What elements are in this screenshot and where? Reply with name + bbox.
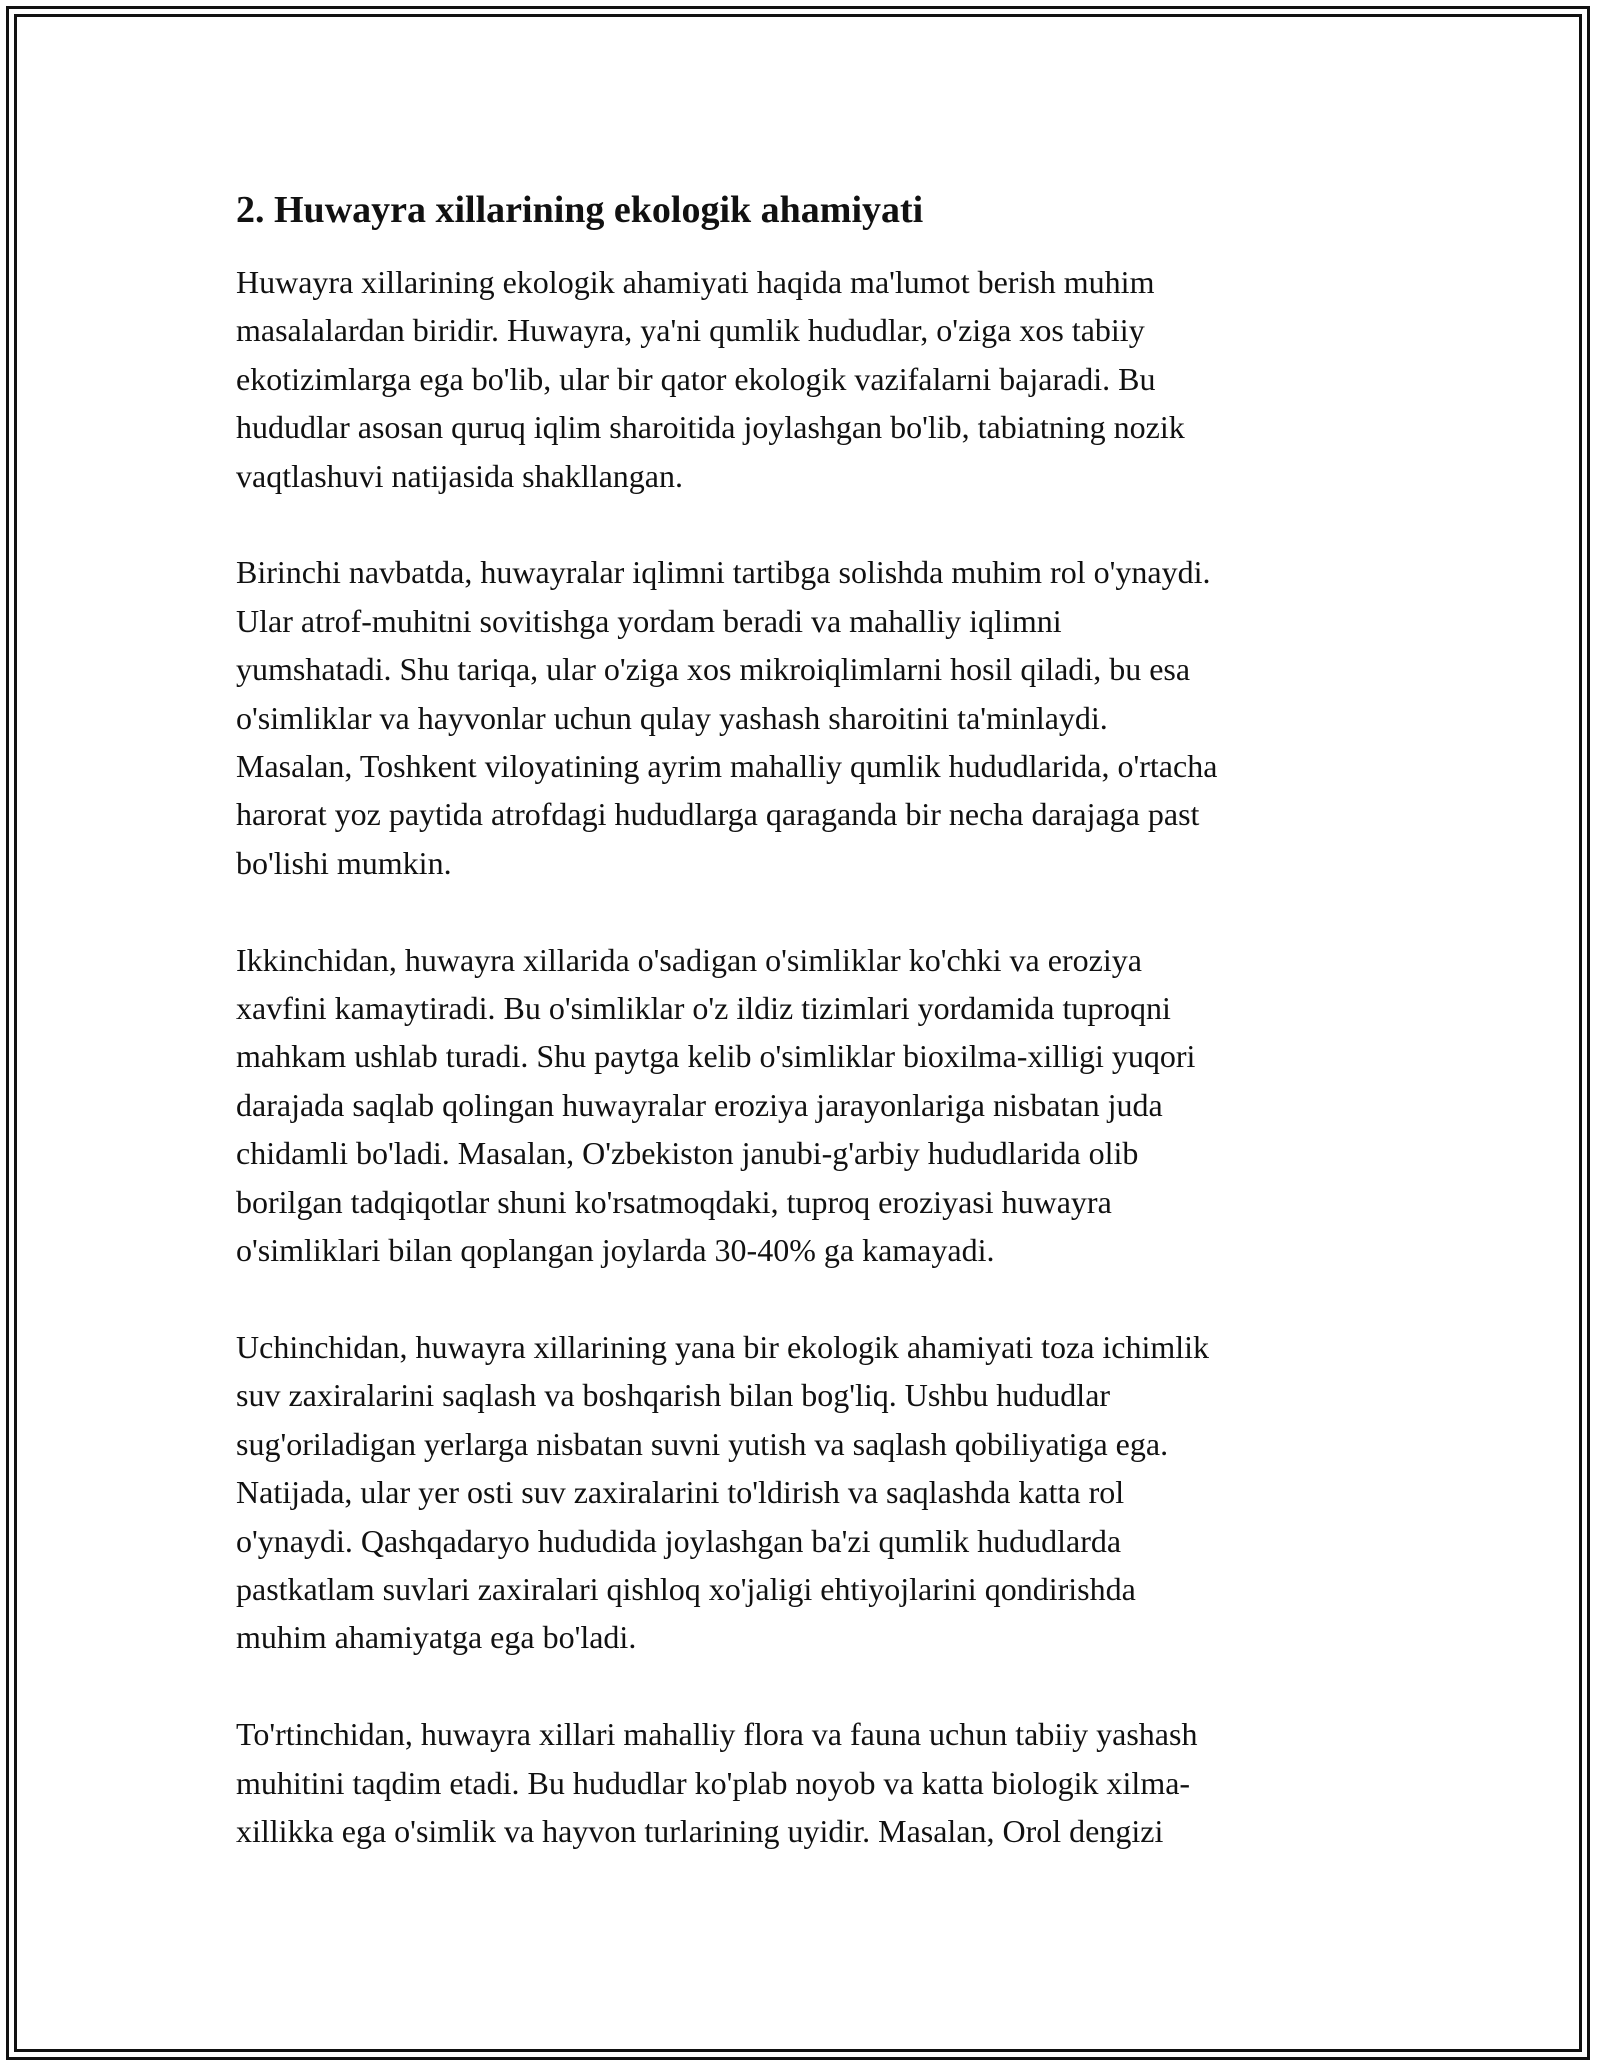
text-line: ekotizimlarga ega bo'lib, ular bir qator ekologik vazifalarni bajaradi. Bu xyxy=(236,360,1156,397)
text-line: Ular atrof-muhitni sovitishga yordam beradi va mahalliy iqlimni xyxy=(236,602,1062,639)
text-line: Birinchi navbatda, huwayralar iqlimni tartibga solishda muhim rol o'ynaydi. xyxy=(236,554,1211,591)
paragraph-4 xyxy=(236,1323,1366,1662)
text-line: o'simliklari bilan qoplangan joylarda 30-40% ga kamayadi. xyxy=(236,1232,995,1269)
text-line: Uchinchidan, huwayra xillarining yana bir ekologik ahamiyati toza ichimlik xyxy=(236,1328,1210,1365)
text-line: muhim ahamiyatga ega bo'ladi. xyxy=(236,1619,637,1656)
text-line: chidamli bo'ladi. Masalan, O'zbekiston janubi-g'arbiy hududlarida olib xyxy=(236,1135,1139,1172)
text-line: xillikka ega o'simlik va hayvon turlarining uyidir. Masalan, Orol dengizi xyxy=(236,1812,1164,1849)
text-line: o'ynaydi. Qashqadaryo hududida joylashgan ba'zi qumlik hududlarda xyxy=(236,1522,1122,1559)
text-line: vaqtlashuvi natijasida shakllangan. xyxy=(236,457,683,494)
paragraph-5 xyxy=(236,1710,1366,1855)
text-line: borilgan tadqiqotlar shuni ko'rsatmoqdaki, tuproq eroziyasi huwayra xyxy=(236,1183,1112,1220)
text-line: sug'oriladigan yerlarga nisbatan suvni yutish va saqlash qobiliyatiga ega. xyxy=(236,1425,1169,1462)
text-line: harorat yoz paytida atrofdagi hududlarga qaraganda bir necha darajaga past xyxy=(236,796,1200,833)
text-line: Huwayra xillarining ekologik ahamiyati haqida ma'lumot berish muhim xyxy=(236,264,1155,300)
text-line: o'simliklar va hayvonlar uchun qulay yashash sharoitini ta'minlaydi. xyxy=(236,699,1108,736)
text-line: Ikkinchidan, huwayra xillarida o'sadigan o'simliklar ko'chki va eroziya xyxy=(236,941,1142,978)
text-line: muhitini taqdim etadi. Bu hududlar ko'plab noyob va katta biologik xilma- xyxy=(236,1764,1191,1801)
text-line: xavfini kamaytiradi. Bu o'simliklar o'z ildiz tizimlari yordamida tuproqni xyxy=(236,990,1171,1027)
text-line: pastkatlam suvlari zaxiralari qishloq xo'jaligi ehtiyojlarini qondirishda xyxy=(236,1570,1136,1607)
text-line: Masalan, Toshkent viloyatining ayrim mahalliy qumlik hududlarida, o'rtacha xyxy=(236,748,1218,785)
text-line: mahkam ushlab turadi. Shu paytga kelib o'simliklar bioxilma-xilligi yuqori xyxy=(236,1038,1196,1075)
text-line: darajada saqlab qolingan huwayralar eroziya jarayonlariga nisbatan juda xyxy=(236,1086,1163,1123)
text-line: masalalardan biridir. Huwayra, ya'ni qumlik hududlar, o'ziga xos tabiiy xyxy=(236,312,1145,349)
document-body xyxy=(236,186,1366,1904)
paragraph-1 xyxy=(236,258,1366,500)
paragraph-2 xyxy=(236,548,1366,887)
text-line: hududlar asosan quruq iqlim sharoitida joylashgan bo'lib, tabiatning nozik xyxy=(236,409,1185,446)
section-heading: 2. Huwayra xillarining ekologik ahamiyati xyxy=(236,189,924,231)
text-line: suv zaxiralarini saqlash va boshqarish bilan bog'liq. Ushbu hududlar xyxy=(236,1377,1111,1414)
text-line: yumshatadi. Shu tariqa, ular o'ziga xos mikroiqlimlarni hosil qiladi, bu esa xyxy=(236,651,1191,688)
text-line: bo'lishi mumkin. xyxy=(236,844,452,881)
text-line: To'rtinchidan, huwayra xillari mahalliy flora va fauna uchun tabiiy yashash xyxy=(236,1716,1198,1753)
paragraph-3 xyxy=(236,936,1366,1275)
text-line: Natijada, ular yer osti suv zaxiralarini to'ldirish va saqlashda katta rol xyxy=(236,1474,1125,1511)
